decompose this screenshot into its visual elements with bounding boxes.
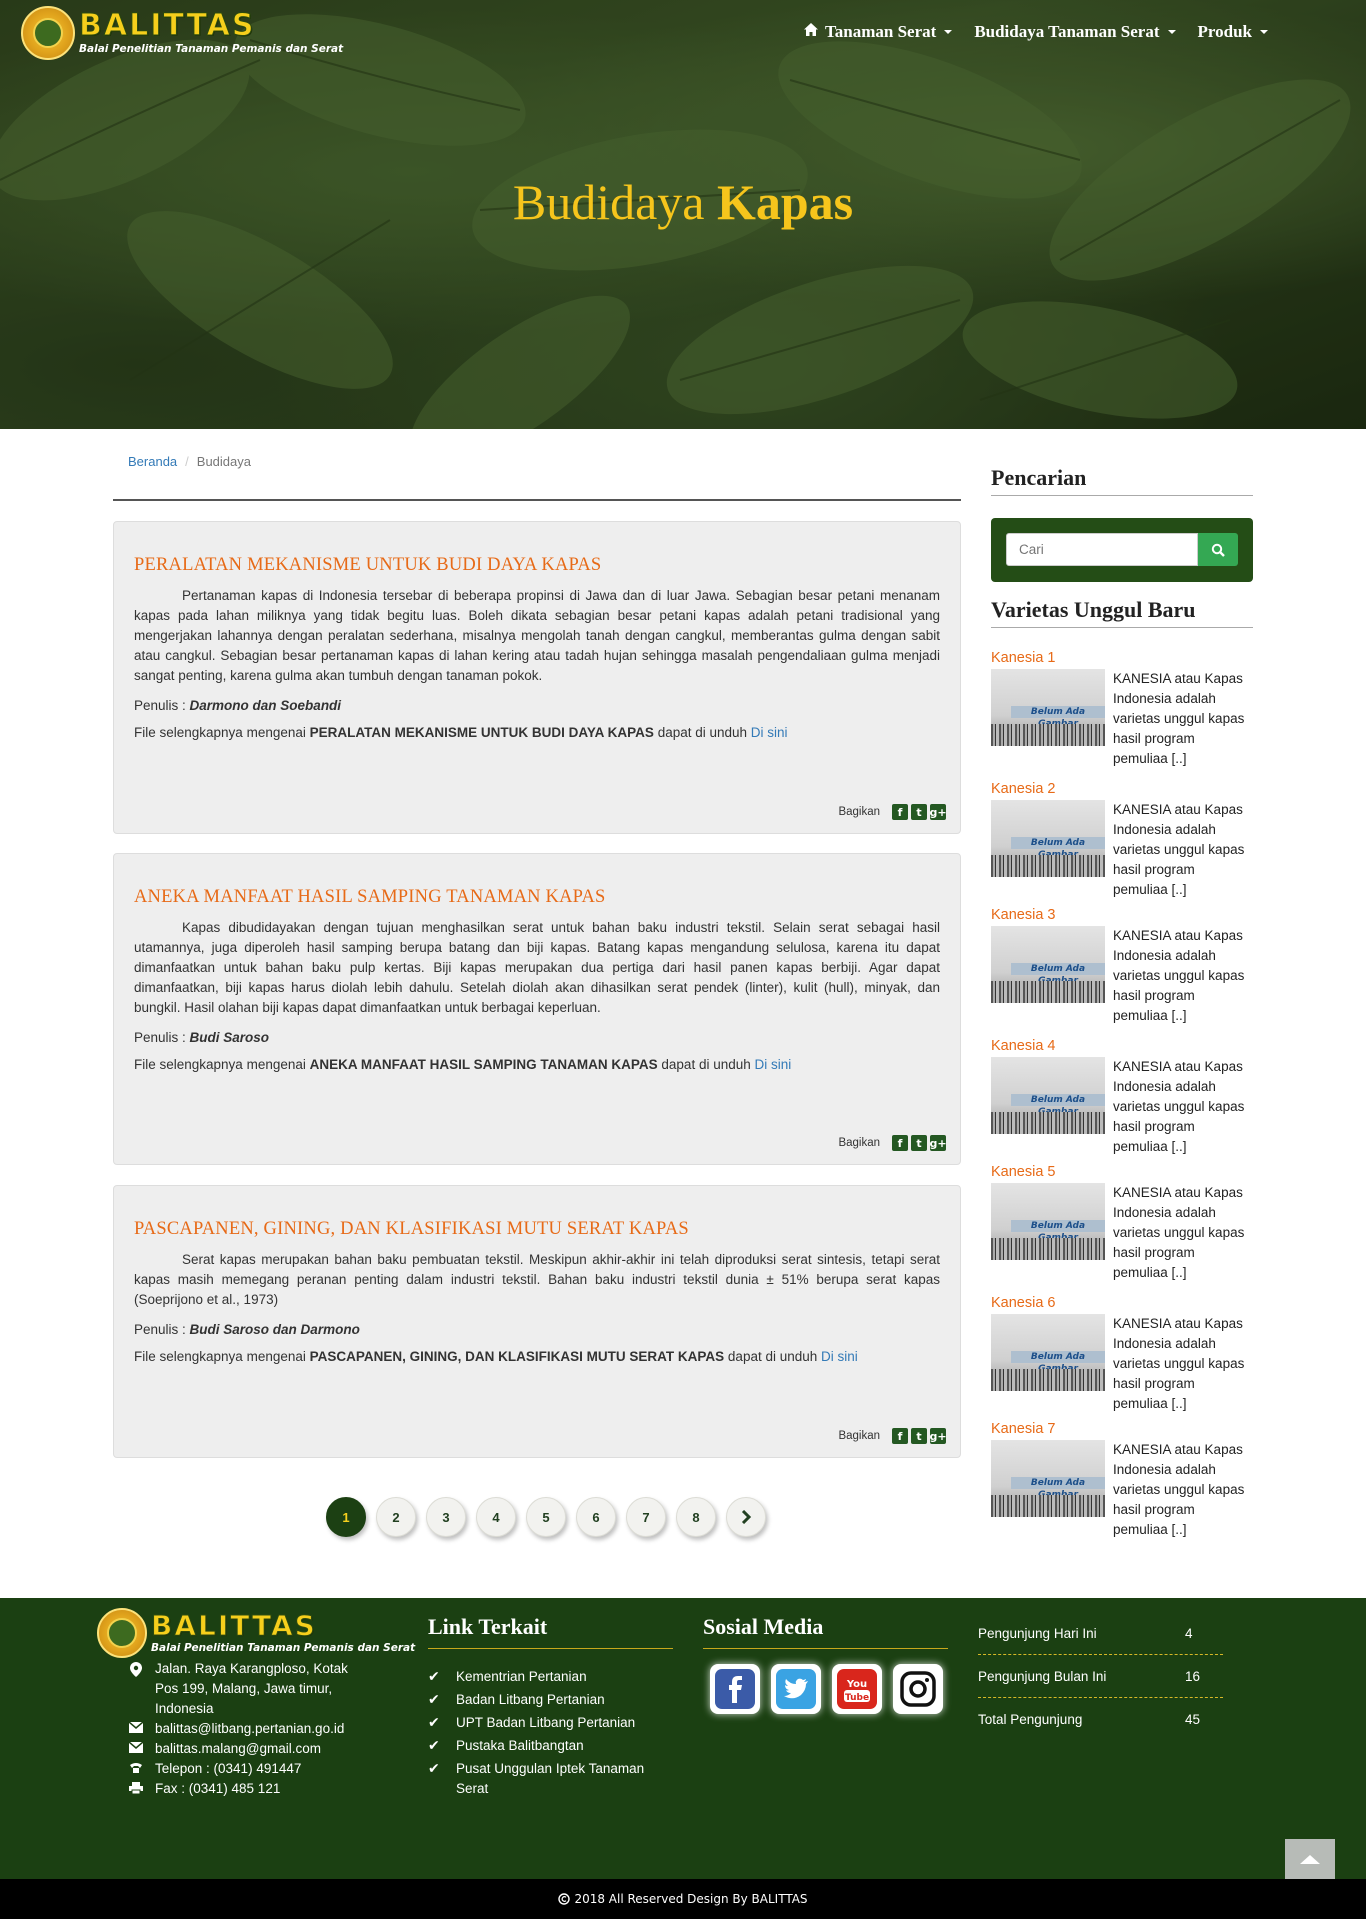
- breadcrumb: Beranda / Budidaya: [128, 454, 251, 469]
- caret-down-icon: [1168, 30, 1176, 34]
- facebook-share-icon[interactable]: f: [892, 804, 908, 820]
- page-button[interactable]: 1: [326, 1497, 366, 1537]
- pagination: [326, 1497, 766, 1537]
- page-button[interactable]: 3: [426, 1497, 466, 1537]
- variety-thumbnail[interactable]: Belum Ada: [991, 669, 1105, 746]
- check-icon: ✔: [428, 1715, 440, 1731]
- youtube-icon[interactable]: [832, 1664, 882, 1714]
- copyright-icon: [558, 1893, 570, 1905]
- variety-item: [991, 1164, 1253, 1283]
- google-plus-share-icon[interactable]: g+: [929, 1429, 947, 1443]
- search-button[interactable]: [1198, 533, 1238, 566]
- social-icons: [710, 1664, 943, 1714]
- article-title[interactable]: ANEKA MANFAAT HASIL SAMPING TANAMAN KAPAS: [134, 887, 606, 907]
- variety-thumbnail[interactable]: Belum Ada: [991, 1440, 1105, 1517]
- page-button[interactable]: 7: [626, 1497, 666, 1537]
- site-logo[interactable]: [21, 6, 343, 60]
- article-card: [113, 853, 961, 1165]
- variety-link[interactable]: Kanesia 4: [991, 1038, 1056, 1054]
- back-to-top-button[interactable]: [1285, 1839, 1335, 1879]
- map-marker-icon: [128, 1659, 144, 1677]
- logo-text: BALITTAS: [151, 1609, 317, 1643]
- article-title[interactable]: PERALATAN MEKANISME UNTUK BUDI DAYA KAPAS: [134, 555, 602, 575]
- email-text[interactable]: balittas.malang@gmail.com: [155, 1741, 322, 1756]
- check-icon: ✔: [428, 1692, 440, 1708]
- varieties-heading: Varietas Unggul Baru: [991, 597, 1253, 628]
- stat-label: Total Pengunjung: [978, 1712, 1083, 1727]
- variety-link[interactable]: Kanesia 6: [991, 1295, 1056, 1311]
- variety-item: [991, 781, 1253, 900]
- search-heading: Pencarian: [991, 465, 1253, 496]
- facebook-share-icon[interactable]: f: [892, 1428, 908, 1444]
- variety-thumbnail[interactable]: Belum Ada: [991, 1057, 1105, 1134]
- related-link[interactable]: Badan Litbang Pertanian: [456, 1692, 605, 1707]
- twitter-icon[interactable]: [771, 1664, 821, 1714]
- variety-description: KANESIA atau Kapas Indonesia adalah varietas unggul kapas hasil program pemuliaa [..]: [1113, 1316, 1245, 1411]
- nav-item-produk[interactable]: Produk: [1198, 22, 1269, 42]
- article-download: File selengkapnya mengenai ANEKA MANFAAT HASIL SAMPING TANAMAN KAPAS dapat di unduh Di sini: [134, 1057, 792, 1072]
- variety-description: KANESIA atau Kapas Indonesia adalah varietas unggul kapas hasil program pemuliaa [..]: [1113, 802, 1245, 897]
- copyright-bar: [0, 1879, 1366, 1919]
- nav-item-tanaman-serat[interactable]: Tanaman Serat: [825, 22, 952, 42]
- footer-logo[interactable]: [97, 1608, 415, 1658]
- article-body: Kapas dibudidayakan dengan tujuan menghasilkan serat untuk bahan baku industri tekstil. Selain serat sebagai hasil utamannya, juga diperoleh hasil samping berupa batang dan biji kapas. Batang kapas mengandung selulosa, karena itu dapat dimanfaatkan untuk bahan baku pulp kertas. Biji kapas merupakan dua pertiga dari hasil panen kapas berbiji. Agar dapat dimanfaatkan, biji kapas harus diolah lebih dahulu. Setelah diolah akan dihasilkan serat pendek (linter), kulit (hull), minyak, dan bungkil. Hasil olahan biji kapas dapat dimanfaatkan untuk berbagai keperluan.: [134, 920, 940, 1015]
- social-heading: Sosial Media: [703, 1614, 948, 1649]
- fax-text: Fax : (0341) 485 121: [155, 1781, 281, 1796]
- related-links: [428, 1667, 678, 1802]
- variety-item: [991, 1421, 1253, 1540]
- variety-item: [991, 1038, 1253, 1157]
- home-icon: [803, 22, 819, 37]
- logo-text: BALITTAS: [79, 8, 256, 44]
- related-link[interactable]: Pusat Unggulan Iptek Tanaman Serat: [456, 1761, 645, 1796]
- visitor-stats: [978, 1612, 1223, 1741]
- variety-item: [991, 907, 1253, 1026]
- page-button[interactable]: 4: [476, 1497, 516, 1537]
- article-body: Serat kapas merupakan bahan baku pembuatan tekstil. Meskipun akhir-akhir ini telah diproduksi serat sintesis, tetapi serat kapas masih memegang peranan penting dalam industri tekstil. Bahan baku industri tekstil dunia ± 51% berupa serat kapas (Soeprijono et al., 1973): [134, 1252, 940, 1307]
- facebook-icon[interactable]: [710, 1664, 760, 1714]
- variety-link[interactable]: Kanesia 1: [991, 650, 1056, 666]
- google-plus-share-icon[interactable]: g+: [929, 1136, 947, 1150]
- google-plus-share-icon[interactable]: g+: [929, 805, 947, 819]
- chevron-right-icon: [740, 1510, 752, 1524]
- variety-link[interactable]: Kanesia 7: [991, 1421, 1056, 1437]
- variety-description: KANESIA atau Kapas Indonesia adalah varietas unggul kapas hasil program pemuliaa [..]: [1113, 1185, 1245, 1280]
- variety-thumbnail[interactable]: Belum Ada: [991, 1183, 1105, 1260]
- variety-link[interactable]: Kanesia 5: [991, 1164, 1056, 1180]
- stat-value: 4: [1185, 1625, 1193, 1641]
- related-link[interactable]: UPT Badan Litbang Pertanian: [456, 1715, 636, 1730]
- page-button[interactable]: 6: [576, 1497, 616, 1537]
- caret-down-icon: [944, 30, 952, 34]
- check-icon: ✔: [428, 1761, 440, 1777]
- chevron-up-icon: [1299, 1853, 1321, 1865]
- variety-thumbnail[interactable]: Belum Ada: [991, 800, 1105, 877]
- share-bar: Bagikan f t g+: [838, 1429, 947, 1443]
- printer-icon: [128, 1779, 144, 1794]
- download-link[interactable]: Di sini: [754, 1057, 792, 1072]
- variety-description: KANESIA atau Kapas Indonesia adalah varietas unggul kapas hasil program pemuliaa [..]: [1113, 1059, 1245, 1154]
- next-page-button[interactable]: [726, 1497, 766, 1537]
- footer: [0, 1598, 1366, 1879]
- twitter-share-icon[interactable]: t: [911, 804, 927, 820]
- variety-link[interactable]: Kanesia 3: [991, 907, 1056, 923]
- svg-text:You: You: [846, 1679, 868, 1690]
- envelope-icon: [128, 1739, 144, 1753]
- breadcrumb-home-link[interactable]: Beranda: [128, 454, 178, 469]
- email-text[interactable]: balittas@litbang.pertanian.go.id: [155, 1721, 345, 1736]
- search-panel: [991, 518, 1253, 582]
- variety-description: KANESIA atau Kapas Indonesia adalah varietas unggul kapas hasil program pemuliaa [..]: [1113, 928, 1245, 1023]
- logo-tagline: Balai Penelitian Tanaman Pemanis dan Serat: [79, 43, 344, 56]
- article-author: Penulis : Budi Saroso: [134, 1030, 270, 1045]
- twitter-share-icon[interactable]: t: [911, 1135, 927, 1151]
- nav-item-budidaya[interactable]: Budidaya Tanaman Serat: [974, 22, 1175, 42]
- search-input[interactable]: [1006, 533, 1198, 566]
- article-download: File selengkapnya mengenai PASCAPANEN, GINING, DAN KLASIFIKASI MUTU SERAT KAPAS dapat di unduh Di sini: [134, 1349, 858, 1364]
- article-card: [113, 521, 961, 834]
- page-title: Budidaya Kapas: [512, 174, 854, 230]
- variety-description: KANESIA atau Kapas Indonesia adalah varietas unggul kapas hasil program pemuliaa [..]: [1113, 671, 1245, 766]
- page-button[interactable]: 2: [376, 1497, 416, 1537]
- variety-thumbnail[interactable]: Belum Ada: [991, 926, 1105, 1003]
- copyright-text: 2018 All Reserved Design By BALITTAS: [574, 1892, 808, 1906]
- article-title[interactable]: PASCAPANEN, GINING, DAN KLASIFIKASI MUTU SERAT KAPAS: [134, 1219, 689, 1239]
- envelope-icon: [128, 1719, 144, 1733]
- divider: [113, 499, 961, 501]
- svg-text:Tube: Tube: [844, 1693, 870, 1703]
- check-icon: ✔: [428, 1669, 440, 1685]
- article-card: [113, 1185, 961, 1458]
- variety-link[interactable]: Kanesia 2: [991, 781, 1056, 797]
- phone-icon: [128, 1759, 144, 1774]
- download-link[interactable]: Di sini: [750, 725, 788, 740]
- main-nav: [803, 22, 1268, 42]
- article-author: Penulis : Darmono dan Soebandi: [134, 698, 342, 713]
- page-button[interactable]: 5: [526, 1497, 566, 1537]
- download-link[interactable]: Di sini: [821, 1349, 858, 1364]
- logo-emblem-icon: [21, 6, 75, 60]
- logo-emblem-icon: [97, 1608, 147, 1658]
- variety-description: KANESIA atau Kapas Indonesia adalah varietas unggul kapas hasil program pemuliaa [..]: [1113, 1442, 1245, 1537]
- share-bar: Bagikan f t g+: [838, 805, 947, 819]
- address-text: Jalan. Raya Karangploso, Kotak Pos 199, Malang, Jawa timur, Indonesia: [155, 1661, 348, 1716]
- stat-label: Pengunjung Bulan Ini: [978, 1668, 1107, 1684]
- stat-value: 16: [1185, 1668, 1201, 1684]
- article-author: Penulis : Budi Saroso dan Darmono: [134, 1322, 360, 1337]
- caret-down-icon: [1260, 30, 1268, 34]
- hero-banner: [0, 0, 1366, 429]
- related-link[interactable]: Kementrian Pertanian: [456, 1669, 587, 1684]
- stat-value: 45: [1185, 1712, 1201, 1727]
- related-link[interactable]: Pustaka Balitbangtan: [456, 1738, 584, 1753]
- variety-thumbnail[interactable]: Belum Ada: [991, 1314, 1105, 1391]
- instagram-icon[interactable]: [893, 1664, 943, 1714]
- page-button[interactable]: 8: [676, 1497, 716, 1537]
- phone-text: Telepon : (0341) 491447: [155, 1761, 302, 1776]
- logo-tagline: Balai Penelitian Tanaman Pemanis dan Serat: [151, 1642, 416, 1655]
- stat-label: Pengunjung Hari Ini: [978, 1625, 1097, 1641]
- links-heading: Link Terkait: [428, 1614, 673, 1649]
- facebook-share-icon[interactable]: f: [892, 1135, 908, 1151]
- contact-info: [128, 1659, 368, 1799]
- article-body: Pertanaman kapas di Indonesia tersebar di beberapa propinsi di Jawa dan di luar Jawa. Sebagian besar petani menanam kapas pada lahan miliknya yang tidak begitu luas. Boleh dikata sebagian besar petani kapas adalah petani tradisional yang mengerjakan lahannya dengan peralatan sederhana, misalnya mengolah tanah dengan cangkul, memberantas gulma dengan sabit atau cangkul. Sebagian besar pertanaman kapas di lahan kering atau tadah hujan sehingga masalah pengendaliaan gulma menjadi sangat penting, karena gulma akan tumbuh dengan tanaman pokok.: [134, 588, 940, 683]
- check-icon: ✔: [428, 1738, 440, 1754]
- breadcrumb-current: Budidaya: [196, 454, 251, 469]
- variety-item: [991, 1295, 1253, 1414]
- variety-item: [991, 650, 1253, 769]
- share-bar: Bagikan f t g+: [838, 1136, 947, 1150]
- search-icon: [1211, 543, 1225, 557]
- article-download: File selengkapnya mengenai PERALATAN MEKANISME UNTUK BUDI DAYA KAPAS dapat di unduh Di sini: [134, 725, 788, 740]
- twitter-share-icon[interactable]: t: [911, 1428, 927, 1444]
